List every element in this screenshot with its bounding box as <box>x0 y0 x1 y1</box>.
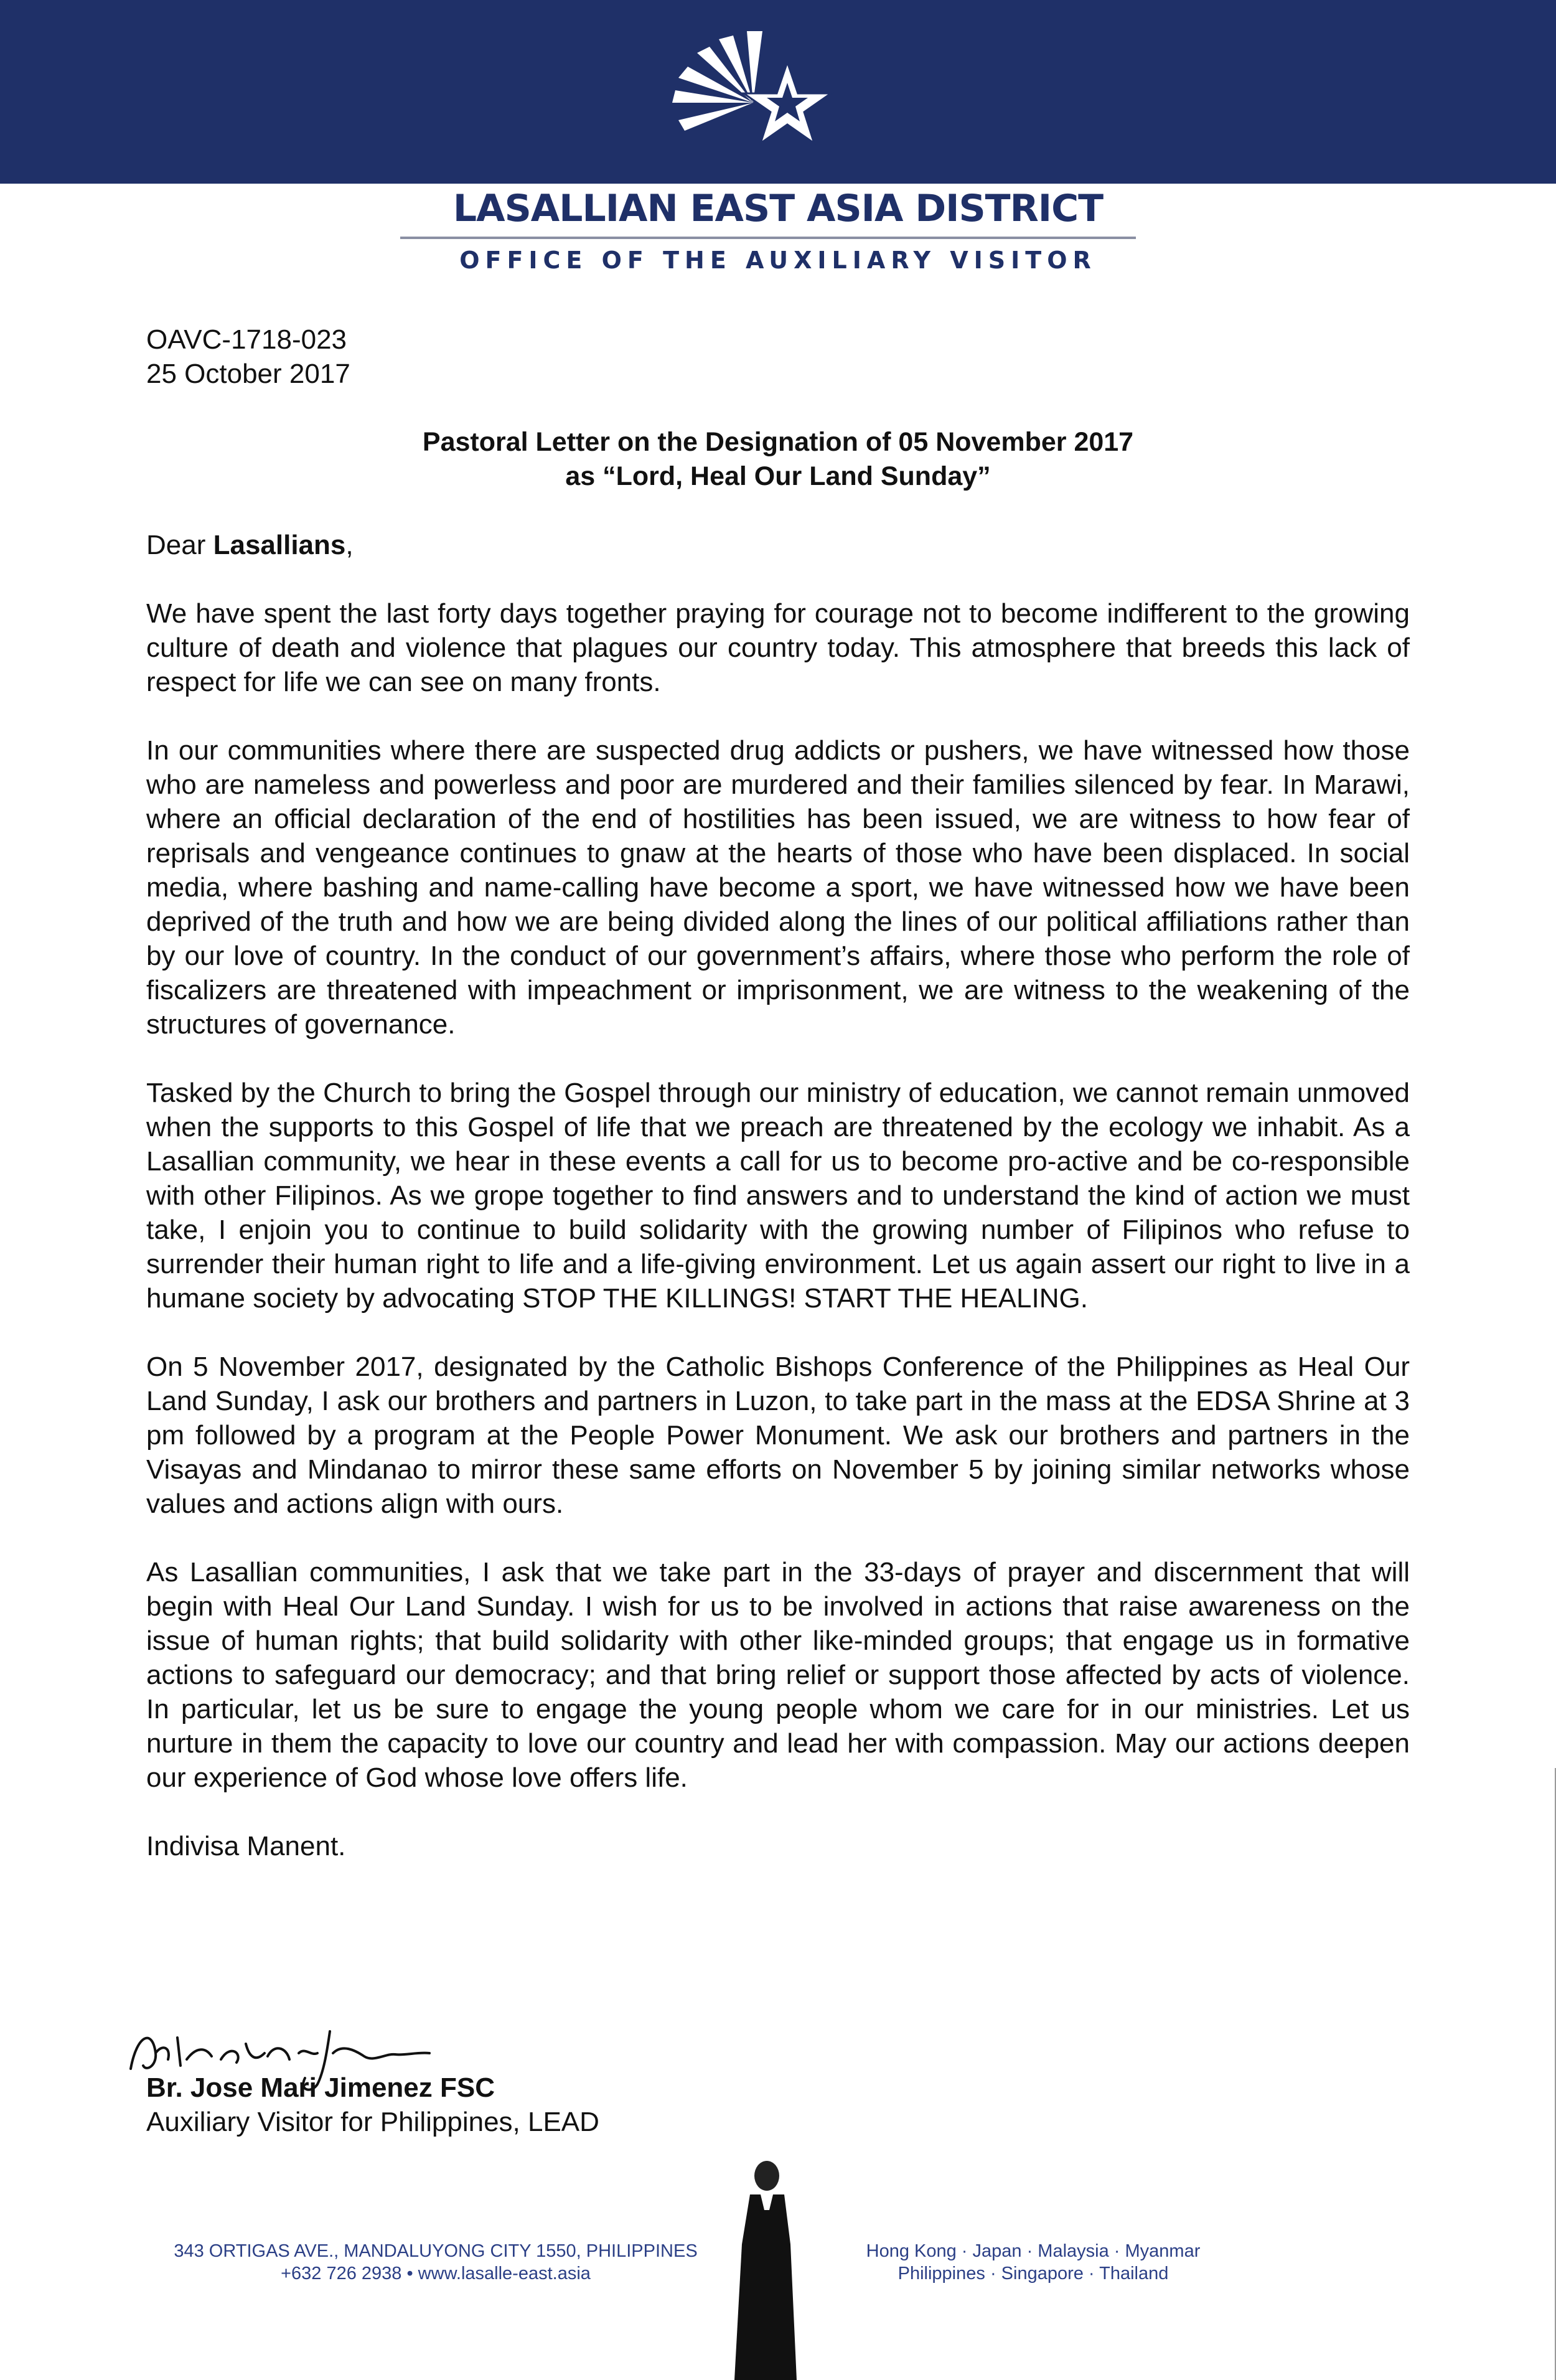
district-heading: LASALLIAN EAST ASIA DISTRICT <box>452 187 1104 230</box>
salutation-prefix: Dear <box>146 530 213 560</box>
body-paragraph: On 5 November 2017, designated by the Catholic Bishops Conference of the Philippines as Heal Our Land Sunday, I ask our brothers and partners in Luzon, to take part in the mass at the EDSA Shrine at 3 pm followed by a program at the People Power Monument. We ask our brothers and partners in the Visayas and Mindanao to mirror these same efforts on November 5 by joining similar networks whose values and actions align with ours. <box>146 1352 1410 1519</box>
letter-title-line1: Pastoral Letter on the Designation of 05 November 2017 <box>422 427 1134 457</box>
body-paragraph: As Lasallian communities, I ask that we take part in the 33-days of prayer and discernment that will begin with Heal Our Land Sunday. I wish for us to be involved in actions that raise awareness on the issue of human rights; that build solidarity with other like-minded groups; that engage us in formative actions to safeguard our democracy; and that bring relief or support those affected by acts of violence. In particular, let us be sure to engage the young people whom we care for in our ministries. Let us nurture in them the capacity to love our country and lead her with compassion. May our actions deepen our experience of God whose love offers life. <box>146 1557 1410 1793</box>
lasallian-star-logo-icon <box>660 28 853 156</box>
header-band <box>0 0 1556 184</box>
footer-contact: +632 726 2938 • www.lasalle-east.asia <box>281 2264 591 2284</box>
footer-address: 343 ORTIGAS AVE., MANDALUYONG CITY 1550, PHILIPPINES <box>174 2241 698 2261</box>
signatory-title: Auxiliary Visitor for Philippines, LEAD <box>146 2107 599 2137</box>
footer-address-block <box>168 2240 703 2285</box>
reference-number: OAVC-1718-023 <box>146 324 347 355</box>
footer-countries-block <box>840 2240 1226 2285</box>
letter-title-line2: as “Lord, Heal Our Land Sunday” <box>565 461 991 491</box>
body-paragraph: Tasked by the Church to bring the Gospel through our ministry of education, we cannot remain unmoved when the supports to this Gospel of life that we preach are threatened by the ecology we inhabit. As a Lasallian community, we hear in these events a call for us to become pro-active and be co-responsible with other Filipinos. As we grope together to find answers and to understand the kind of action we must take, I enjoin you to continue to build solidarity with the growing number of Filipinos who refuse to surrender their human right to life and a life-giving environment. Let us again assert our right to live in a humane society by advocating STOP THE KILLINGS! START THE HEALING. <box>146 1078 1410 1314</box>
header-divider <box>400 237 1136 239</box>
letter-title <box>146 425 1410 494</box>
salutation <box>146 528 1410 562</box>
office-subheading: OFFICE OF THE AUXILIARY VISITOR <box>459 247 1097 274</box>
founder-figure-icon <box>716 2151 815 2380</box>
letter-date: 25 October 2017 <box>146 359 350 389</box>
salutation-suffix: , <box>345 530 354 560</box>
body-paragraph: In our communities where there are suspected drug addicts or pushers, we have witnessed how those who are nameless and powerless and poor are murdered and their families silenced by fear. In Marawi, where an official declaration of the end of hostilities has been issued, we are witness to how fear of reprisals and vengeance continues to gnaw at the hearts of those who have been displaced. In social media, where bashing and name-calling have become a sport, we have witnessed how we have been deprived of the truth and how we are being divided along the lines of our political affiliations rather than by our love of country. In the conduct of our government’s affairs, where those who perform the role of fiscalizers are threatened with impeachment or imprisonment, we are witness to the weakening of the structures of governance. <box>146 735 1410 1040</box>
letter-reference-block <box>146 322 1410 391</box>
salutation-name: Lasallians <box>213 530 346 560</box>
letter-body <box>146 322 1410 1863</box>
body-paragraph: We have spent the last forty days together praying for courage not to become indifferent to the growing culture of death and violence that plagues our country today. This atmosphere that breeds this lack of respect for life we can see on many fronts. <box>146 598 1410 697</box>
closing-phrase: Indivisa Manent. <box>146 1831 346 1861</box>
signatory-name: Br. Jose Mari Jimenez FSC <box>146 2072 495 2103</box>
footer-countries-line2: Philippines · Singapore · Thailand <box>898 2264 1169 2284</box>
footer-countries-line1: Hong Kong · Japan · Malaysia · Myanmar <box>866 2241 1201 2261</box>
